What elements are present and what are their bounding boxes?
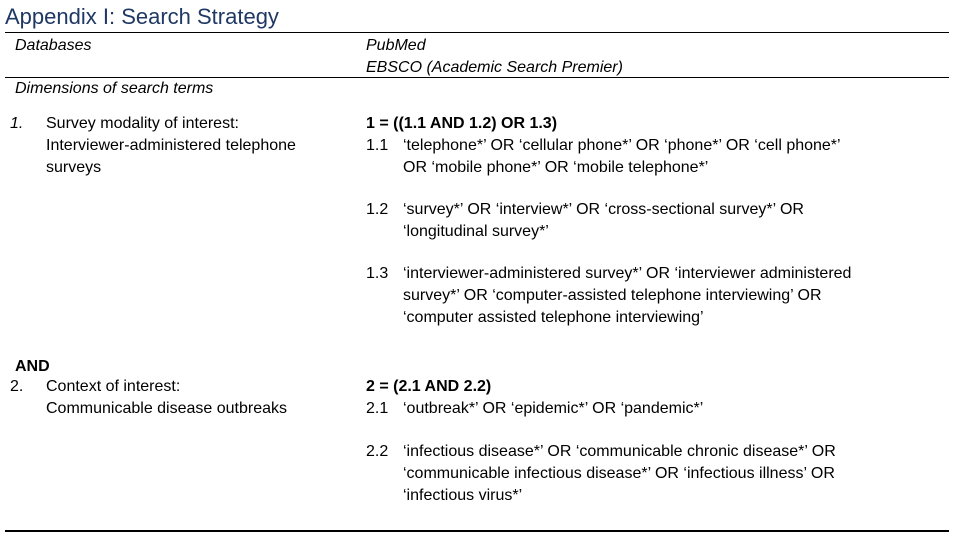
item-1-2-line: ‘survey*’ OR ‘interview*’ OR ‘cross-sectional survey*’ OR bbox=[403, 201, 804, 218]
database-ebsco: EBSCO (Academic Search Premier) bbox=[366, 59, 623, 76]
item-1-3-line: survey*’ OR ‘computer-assisted telephone interviewing’ OR bbox=[403, 287, 822, 304]
bottom-rule bbox=[5, 530, 949, 532]
section2-label-line: Communicable disease outbreaks bbox=[46, 400, 288, 417]
item-1-1-line: OR ‘mobile phone*’ OR ‘mobile telephone*’ bbox=[403, 159, 709, 176]
section1-label-line: Interviewer-administered telephone bbox=[46, 137, 296, 154]
item-1-2-line: ‘longitudinal survey*’ bbox=[403, 223, 549, 240]
and-connector: AND bbox=[15, 358, 50, 375]
section2-number: 2. bbox=[10, 378, 24, 395]
item-1-3-line: ‘computer assisted telephone interviewing’ bbox=[403, 309, 704, 326]
item-2-2-line: ‘communicable infectious disease*’ OR ‘infectious illness’ OR bbox=[403, 465, 835, 482]
item-number-1-1: 1.1 bbox=[366, 137, 389, 154]
section1-number: 1. bbox=[10, 115, 24, 132]
item-number-2-1: 2.1 bbox=[366, 400, 389, 417]
item-number-1-2: 1.2 bbox=[366, 201, 389, 218]
item-2-1-line: ‘outbreak*’ OR ‘epidemic*’ OR ‘pandemic*’ bbox=[403, 400, 704, 417]
section2-label-line: Context of interest: bbox=[46, 378, 181, 395]
item-number-1-3: 1.3 bbox=[366, 265, 389, 282]
item-1-3-line: ‘interviewer-administered survey*’ OR ‘interviewer administered bbox=[403, 265, 852, 282]
databases-label: Databases bbox=[15, 37, 92, 54]
section2-formula: 2 = (2.1 AND 2.2) bbox=[366, 378, 492, 395]
item-number-2-2: 2.2 bbox=[366, 443, 389, 460]
section1-formula: 1 = ((1.1 AND 1.2) OR 1.3) bbox=[366, 115, 558, 132]
section1-label-line: Survey modality of interest: bbox=[46, 115, 239, 132]
page-title: Appendix I: Search Strategy bbox=[5, 4, 279, 29]
item-2-2-line: ‘infectious disease*’ OR ‘communicable chronic disease*’ OR bbox=[403, 443, 836, 460]
item-1-1-line: ‘telephone*’ OR ‘cellular phone*’ OR ‘phone*’ OR ‘cell phone*’ bbox=[403, 137, 841, 154]
database-pubmed: PubMed bbox=[366, 37, 426, 54]
dimensions-label: Dimensions of search terms bbox=[15, 80, 214, 97]
item-2-2-line: ‘infectious virus*’ bbox=[403, 487, 523, 504]
top-rule bbox=[5, 32, 949, 33]
section1-label-line: surveys bbox=[46, 159, 102, 176]
